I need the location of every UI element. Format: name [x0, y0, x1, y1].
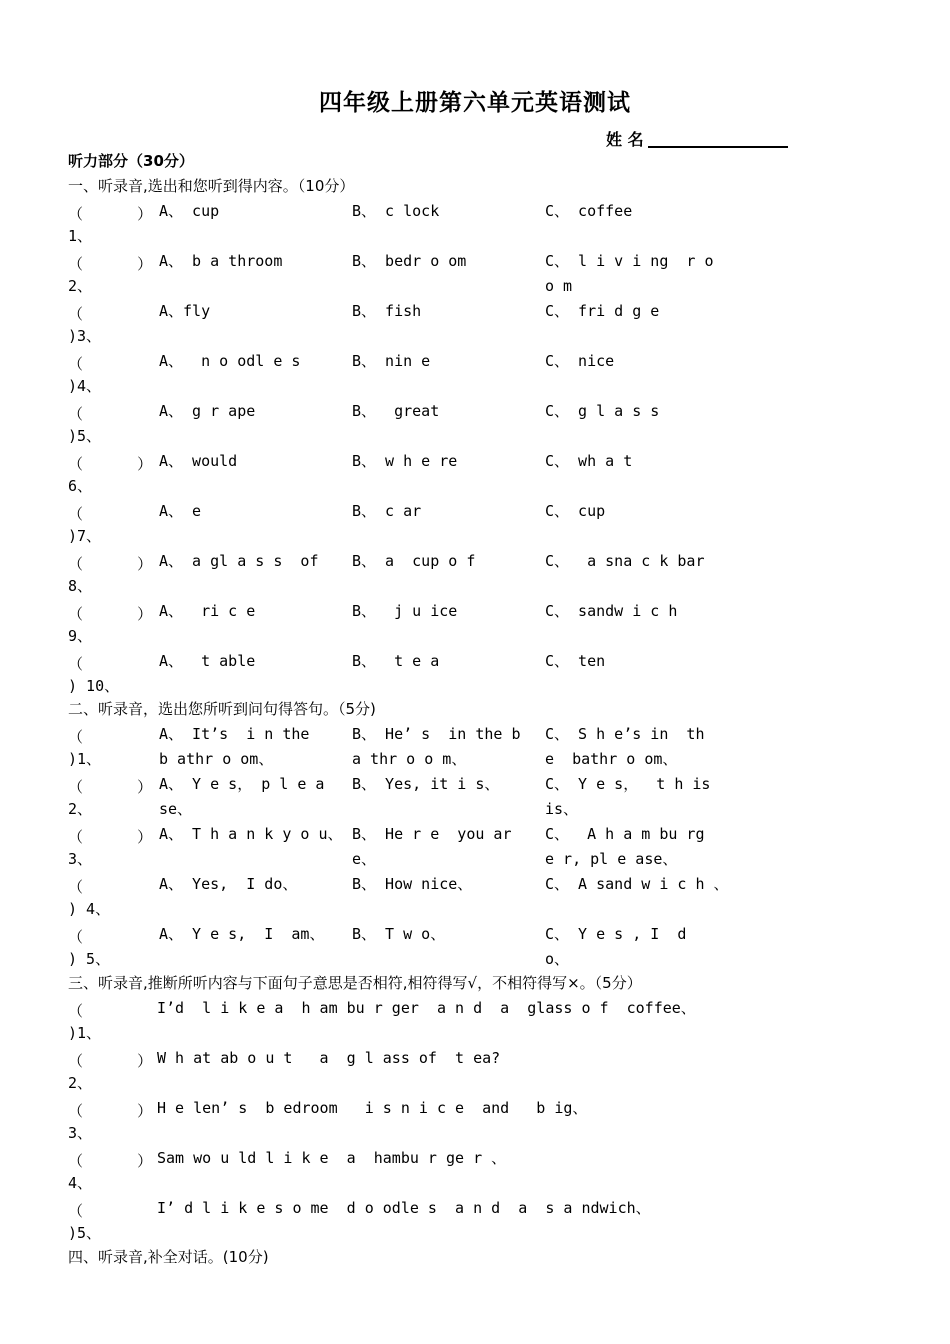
- answer-paren: （: [68, 728, 84, 746]
- option-a: A、 n o odl e s: [159, 352, 301, 370]
- option-b-cont: a thr o o m、: [352, 750, 467, 768]
- option-b: B、 nin e: [352, 352, 431, 370]
- option-c-cont: o、: [545, 950, 570, 968]
- option-c: C、 wh a t: [545, 452, 633, 470]
- question-number: )4、: [68, 377, 102, 395]
- option-a-cont: b athr o om、: [159, 750, 274, 768]
- option-a-cont: se、: [159, 800, 193, 818]
- option-c: C、 coffee: [545, 202, 633, 220]
- option-a: A、 It’s i n the: [159, 725, 310, 743]
- answer-paren: （: [68, 305, 84, 323]
- question-number: 3、: [68, 1124, 93, 1142]
- question-number: )5、: [68, 1224, 102, 1242]
- answer-paren: （: [68, 655, 84, 673]
- question-number: 2、: [68, 1074, 93, 1092]
- question-number: ) 10、: [68, 677, 120, 695]
- section4-heading: 四、听录音,补全对话。(10分): [68, 1248, 269, 1266]
- option-b: B、 Yes, it i s、: [352, 775, 500, 793]
- answer-paren: （: [68, 505, 84, 523]
- option-a: A、 T h a n k y o u、: [159, 825, 343, 843]
- question-number: 6、: [68, 477, 93, 495]
- statement: W h at ab o u t a g l ass of t ea?: [157, 1049, 501, 1067]
- answer-paren: （ ）: [68, 555, 153, 573]
- statement: H e len’ s b edroom i s n i c e and b ig、: [157, 1099, 588, 1117]
- page-title: 四年级上册第六单元英语测试: [319, 90, 631, 116]
- question-number: )3、: [68, 327, 102, 345]
- option-a: A、 b a throom: [159, 252, 283, 270]
- option-a: A、 cup: [159, 202, 220, 220]
- answer-paren: （: [68, 1202, 84, 1220]
- option-c: C、 g l a s s: [545, 402, 660, 420]
- option-c: C、 Y e s , I d: [545, 925, 687, 943]
- option-c: C、 Y e s， t h is: [545, 775, 711, 793]
- question-number: 9、: [68, 627, 93, 645]
- option-c: C、 nice: [545, 352, 615, 370]
- name-blank[interactable]: [648, 146, 788, 148]
- option-b: B、 t e a: [352, 652, 440, 670]
- option-c: C、 a sna c k bar: [545, 552, 705, 570]
- option-b: B、 great: [352, 402, 440, 420]
- question-number: 2、: [68, 800, 93, 818]
- option-a: A、 t able: [159, 652, 256, 670]
- option-a: A、 would: [159, 452, 238, 470]
- option-a: A、fly: [159, 302, 211, 320]
- name-label: 姓 名: [606, 130, 644, 149]
- name-field: [606, 127, 788, 150]
- question-number: 2、: [68, 277, 93, 295]
- answer-paren: （ ）: [68, 205, 153, 223]
- option-b: B、 T w o、: [352, 925, 446, 943]
- option-a: A、 ri c e: [159, 602, 256, 620]
- answer-paren: （: [68, 928, 84, 946]
- option-a: A、 Y e s， p l e a: [159, 775, 325, 793]
- answer-paren: （: [68, 878, 84, 896]
- option-b-cont: e、: [352, 850, 377, 868]
- question-number: ) 5、: [68, 950, 111, 968]
- option-b: B、 He r e you ar: [352, 825, 512, 843]
- question-number: 4、: [68, 1174, 93, 1192]
- option-b: B、 He’ s in the b: [352, 725, 521, 743]
- option-a: A、 g r ape: [159, 402, 256, 420]
- option-b: B、 bedr o om: [352, 252, 467, 270]
- option-c-cont: o m: [545, 277, 573, 295]
- option-c: C、 A h a m bu rg: [545, 825, 705, 843]
- option-c: C、 sandw i c h: [545, 602, 678, 620]
- statement: I’ d l i k e s o me d o odle s a n d a s a ndwich、: [157, 1199, 651, 1217]
- option-b: B、 w h e re: [352, 452, 458, 470]
- statement: Sam wo u ld l i k e a hambu r ge r 、: [157, 1149, 507, 1167]
- option-c: C、 l i v i ng r o: [545, 252, 714, 270]
- answer-paren: （ ）: [68, 778, 153, 796]
- question-number: 1、: [68, 227, 93, 245]
- statement: I’d l i k e a h am bu r ger a n d a glass o f coffee、: [157, 999, 696, 1017]
- option-c: C、 S h e’s in th: [545, 725, 705, 743]
- option-c-cont: e bathr o om、: [545, 750, 678, 768]
- option-b: B、 fish: [352, 302, 422, 320]
- answer-paren: （ ）: [68, 828, 153, 846]
- question-number: )7、: [68, 527, 102, 545]
- option-b: B、 c ar: [352, 502, 422, 520]
- question-number: 3、: [68, 850, 93, 868]
- answer-paren: （ ）: [68, 255, 153, 273]
- option-b: B、 c lock: [352, 202, 440, 220]
- option-a: A、 e: [159, 502, 202, 520]
- answer-paren: （ ）: [68, 605, 153, 623]
- option-a: A、 Y e s, I am、: [159, 925, 325, 943]
- question-number: 8、: [68, 577, 93, 595]
- question-number: )5、: [68, 427, 102, 445]
- answer-paren: （: [68, 355, 84, 373]
- section1-heading: 一、听录音,选出和您听到得内容。（10分）: [68, 177, 355, 195]
- question-number: )1、: [68, 1024, 102, 1042]
- answer-paren: （: [68, 405, 84, 423]
- answer-paren: （ ）: [68, 1102, 153, 1120]
- question-number: ) 4、: [68, 900, 111, 918]
- option-b: B、 a cup o f: [352, 552, 476, 570]
- option-c: C、 ten: [545, 652, 606, 670]
- option-c: C、 A sand w i c h 、: [545, 875, 729, 893]
- option-b: B、 How nice、: [352, 875, 473, 893]
- option-a: A、 a gl a s s of: [159, 552, 319, 570]
- question-number: )1、: [68, 750, 102, 768]
- section3-heading: 三、听录音,推断所听内容与下面句子意思是否相符,相符得写√，不相符得写×。（5分）: [68, 974, 642, 992]
- option-c: C、 fri d g e: [545, 302, 660, 320]
- option-c-cont: e r, pl e ase、: [545, 850, 678, 868]
- answer-paren: （: [68, 1002, 84, 1020]
- answer-paren: （ ）: [68, 1052, 153, 1070]
- option-c-cont: is、: [545, 800, 579, 818]
- option-a: A、 Yes, I do、: [159, 875, 298, 893]
- answer-paren: （ ）: [68, 1152, 153, 1170]
- answer-paren: （ ）: [68, 455, 153, 473]
- option-b: B、 j u ice: [352, 602, 458, 620]
- section2-heading: 二、听录音，选出您所听到问句得答句。（5分): [68, 700, 376, 718]
- listening-heading: 听力部分（30分）: [68, 152, 194, 170]
- option-c: C、 cup: [545, 502, 606, 520]
